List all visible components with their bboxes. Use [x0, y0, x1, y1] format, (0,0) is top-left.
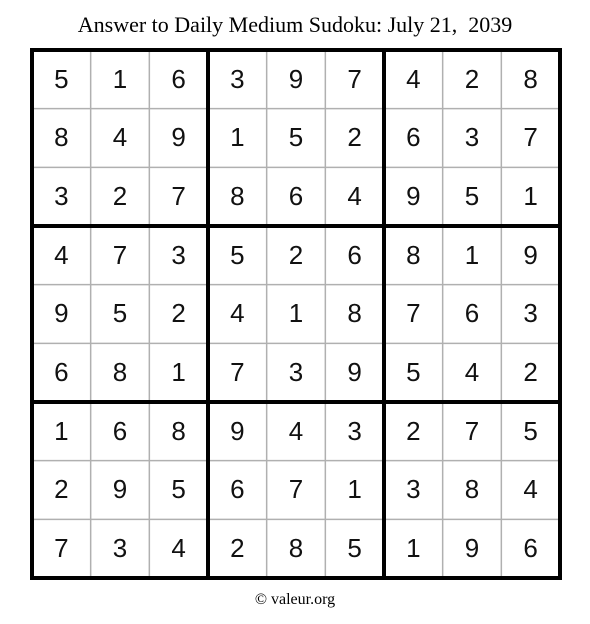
sudoku-cell: 1 [171, 357, 186, 388]
sudoku-board [30, 48, 562, 580]
sudoku-cell: 8 [347, 298, 362, 329]
sudoku-cell: 8 [171, 415, 186, 446]
sudoku-cell: 1 [112, 63, 128, 94]
sudoku-cell: 4 [230, 298, 245, 329]
sudoku-cell: 2 [464, 63, 480, 94]
sudoku-cell: 5 [54, 63, 69, 94]
sudoku-cell: 8 [406, 239, 421, 270]
sudoku-cell: 3 [464, 122, 480, 153]
sudoku-cell: 7 [112, 239, 128, 270]
sudoku-cell: 2 [406, 415, 421, 446]
sudoku-cell: 4 [112, 122, 128, 153]
sudoku-cell: 6 [230, 474, 245, 505]
sudoku-cell: 3 [523, 298, 538, 329]
sudoku-cell: 7 [54, 533, 69, 564]
sudoku-cell: 9 [523, 239, 538, 270]
sudoku-cell: 4 [523, 474, 538, 505]
sudoku-cell: 2 [288, 239, 304, 270]
puzzle-title: Answer to Daily Medium Sudoku: July 21, 2039 [77, 12, 513, 37]
sudoku-cell: 3 [230, 63, 245, 94]
sudoku-cell: 9 [288, 63, 304, 94]
sudoku-cell: 1 [523, 181, 538, 212]
sudoku-cell: 7 [523, 122, 538, 153]
sudoku-cell: 5 [523, 415, 538, 446]
sudoku-cell: 4 [464, 357, 480, 388]
sudoku-cell: 4 [288, 415, 304, 446]
sudoku-cell: 3 [112, 533, 128, 564]
sudoku-cell: 6 [406, 122, 421, 153]
sudoku-cell: 8 [288, 533, 304, 564]
sudoku-cell: 2 [230, 533, 245, 564]
sudoku-cell: 6 [523, 533, 538, 564]
sudoku-cell: 4 [54, 239, 69, 270]
sudoku-cell: 5 [406, 357, 421, 388]
copyright-footer: © valeur.org [254, 591, 336, 608]
sudoku-cell: 1 [464, 239, 480, 270]
sudoku-cell: 7 [230, 357, 245, 388]
sudoku-cell: 8 [54, 122, 69, 153]
sudoku-cell: 9 [112, 474, 128, 505]
sudoku-cell: 5 [288, 122, 304, 153]
sudoku-cell: 9 [347, 357, 362, 388]
sudoku-cell: 2 [112, 181, 128, 212]
sudoku-cell: 2 [171, 298, 186, 329]
sudoku-cell: 7 [464, 415, 480, 446]
sudoku-cell: 1 [230, 122, 245, 153]
sudoku-cell: 5 [230, 239, 245, 270]
sudoku-cell: 1 [54, 415, 69, 446]
sudoku-cell: 6 [112, 415, 128, 446]
sudoku-cell: 3 [171, 239, 186, 270]
sudoku-cell: 9 [171, 122, 186, 153]
sudoku-cell: 6 [171, 63, 186, 94]
sudoku-cell: 3 [406, 474, 421, 505]
sudoku-cell: 8 [523, 63, 538, 94]
sudoku-cell: 7 [347, 63, 362, 94]
sudoku-cell: 6 [464, 298, 480, 329]
sudoku-cell: 2 [54, 474, 69, 505]
sudoku-cell: 7 [406, 298, 421, 329]
sudoku-cell: 7 [288, 474, 304, 505]
sudoku-cell: 5 [464, 181, 480, 212]
sudoku-cell: 3 [347, 415, 362, 446]
sudoku-cell: 9 [54, 298, 69, 329]
sudoku-cell: 7 [171, 181, 186, 212]
sudoku-cell: 9 [230, 415, 245, 446]
sudoku-cell: 6 [54, 357, 69, 388]
sudoku-cell: 4 [347, 181, 362, 212]
sudoku-cell: 8 [464, 474, 480, 505]
sudoku-cell: 5 [112, 298, 128, 329]
sudoku-cell: 9 [406, 181, 421, 212]
sudoku-cell: 9 [464, 533, 480, 564]
sudoku-cell: 1 [347, 474, 362, 505]
sudoku-cell: 6 [347, 239, 362, 270]
sudoku-cell: 8 [230, 181, 245, 212]
sudoku-cell: 3 [54, 181, 69, 212]
sudoku-cell: 4 [406, 63, 421, 94]
sudoku-cell: 3 [288, 357, 304, 388]
sudoku-cell: 5 [171, 474, 186, 505]
sudoku-cell: 8 [112, 357, 128, 388]
sudoku-cell: 5 [347, 533, 362, 564]
sudoku-cell: 1 [288, 298, 304, 329]
sudoku-cell: 4 [171, 533, 186, 564]
sudoku-cell: 2 [523, 357, 538, 388]
sudoku-cell: 1 [406, 533, 421, 564]
sudoku-cell: 6 [288, 181, 304, 212]
sudoku-cell: 2 [347, 122, 362, 153]
